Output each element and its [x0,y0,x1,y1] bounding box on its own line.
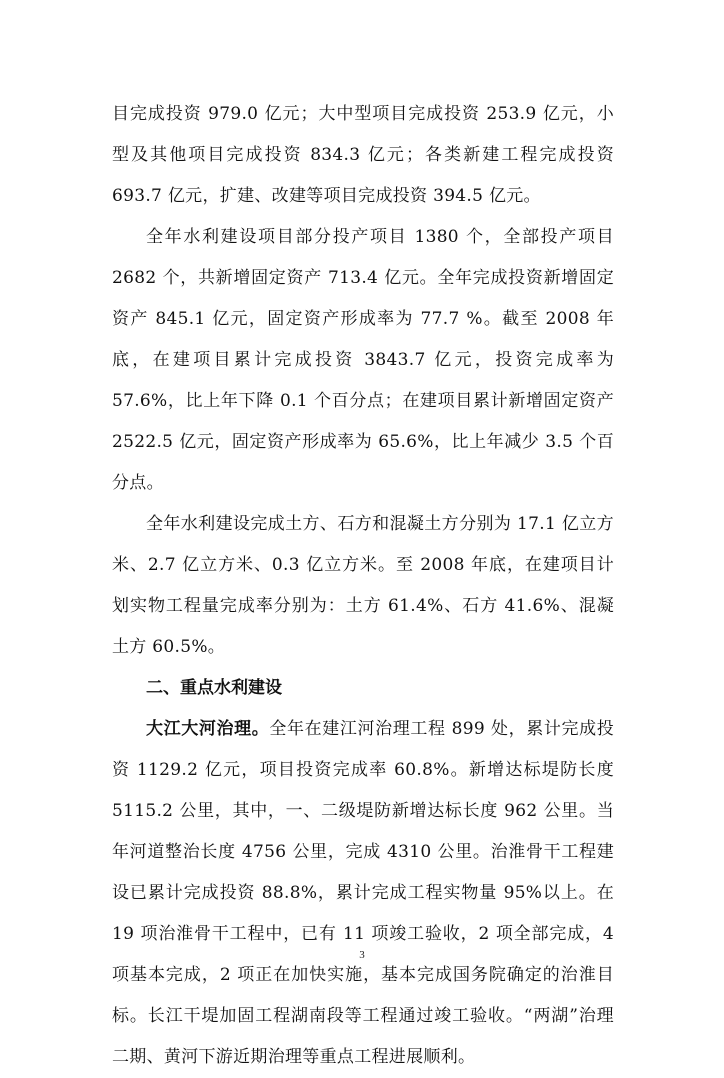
paragraph-lead-title: 大江大河治理。 [146,719,270,739]
paragraph-earthwork: 全年水利建设完成土方、石方和混凝土方分别为 17.1 亿立方米、2.7 亿立方米、0.3 亿立方米。至 2008 年底，在建项目计划实物工程量完成率分别为：土方 61.4%、石方 41.6%、混凝土方 60.5%。 [112,514,614,657]
paragraph-river-management [112,709,614,1078]
section-heading: 二、重点水利建设 [146,678,282,698]
document-page [112,94,614,1078]
paragraph-investment-continuation: 目完成投资 979.0 亿元；大中型项目完成投资 253.9 亿元，小型及其他项目完成投资 834.3 亿元；各类新建工程完成投资 693.7 亿元，扩建、改建等项目完成投资 394.5 亿元。 [112,104,614,206]
paragraph-fixed-assets: 全年水利建设项目部分投产项目 1380 个，全部投产项目 2682 个，共新增固定资产 713.4 亿元。全年完成投资新增固定资产 845.1 亿元，固定资产形成率为 77.7 %。截至 2008 年底，在建项目累计完成投资 3843.7 亿元，投资完成率为 57.6%，比上年下降 0.1 个百分点；在建项目累计新增固定资产 2522.5 亿元，固定资产形成率为 65.6%，比上年减少 3.5 个百分点。 [112,227,614,493]
page-number: 3 [359,949,365,961]
paragraph-body-text: 全年在建江河治理工程 899 处，累计完成投资 1129.2 亿元，项目投资完成率 60.8%。新增达标堤防长度 5115.2 公里，其中，一、二级堤防新增达标长度 962 公里。当年河道整治长度 4756 公里，完成 4310 公里。治淮骨干工程建设已累计完成投资 88.8%，累计完成工程实物量 95%以上。在 19 项治淮骨干工程中，已有 11 项竣工验收，2 项全部完成，4 项基本完成，2 项正在加快实施，基本完成国务院确定的治淮目标。长江干堤加固工程湖南段等工程通过竣工验收。“两湖”治理二期、黄河下游近期治理等重点工程进展顺利。 [112,719,614,1067]
